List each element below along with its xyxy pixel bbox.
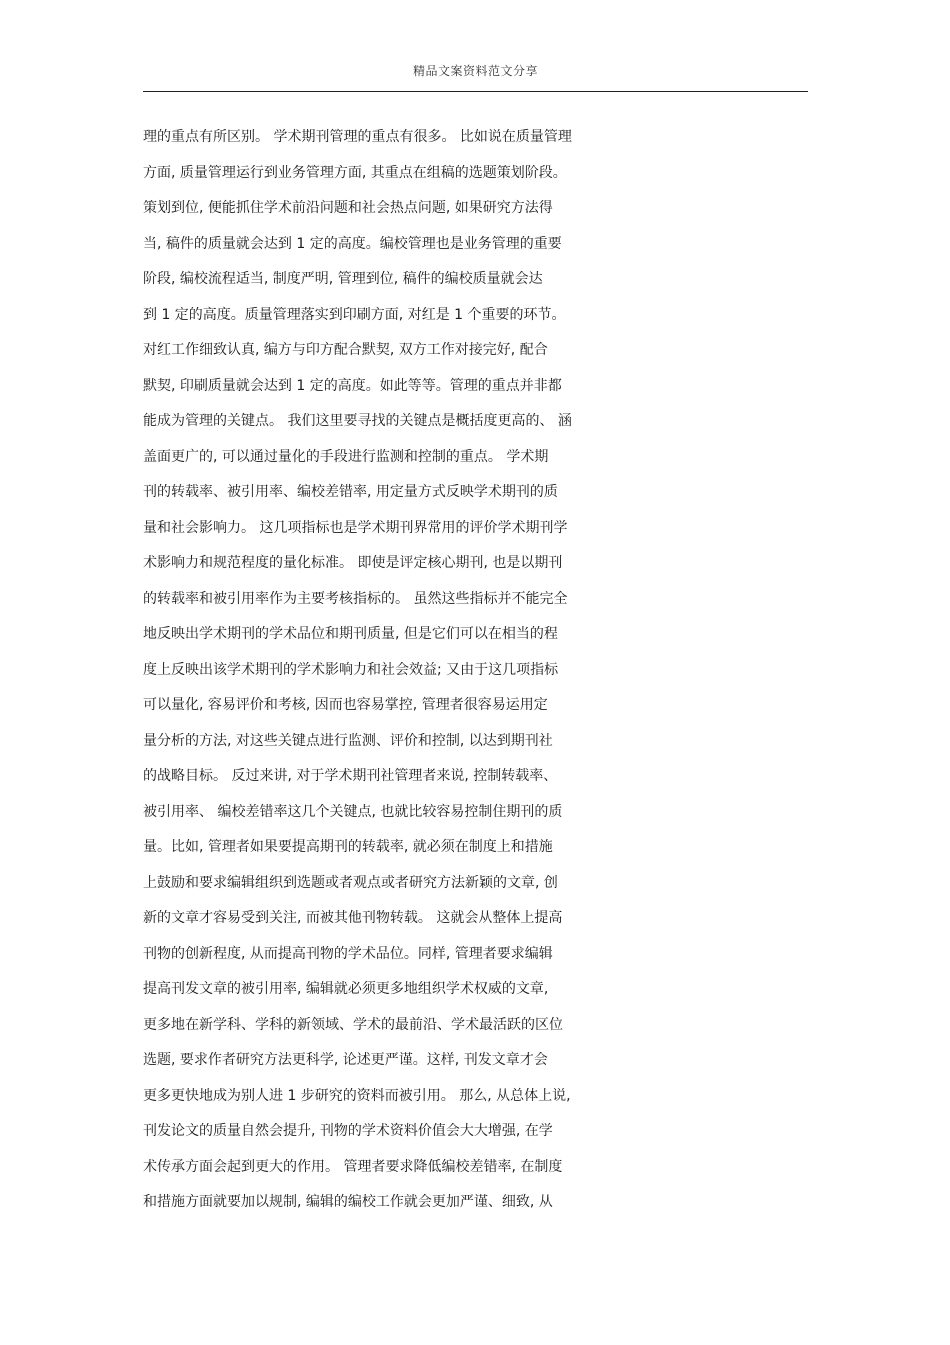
body-text [143,120,813,1221]
text-line: 方面, 质量管理运行到业务管理方面, 其重点在组稿的选题策划阶段。 [143,164,567,181]
text-line: 理的重点有所区别。 学术期刊管理的重点有很多。 比如说在质量管理 [143,129,572,145]
text-line: 对红工作细致认真, 编方与印方配合默契, 双方工作对接完好, 配合 [143,342,548,358]
text-line: 默契, 印刷质量就会达到 1 定的高度。如此等等。管理的重点并非都 [143,377,562,394]
text-line: 选题, 要求作者研究方法更科学, 论述更严谨。这样, 刊发文章才会 [143,1052,548,1068]
text-line: 刊的转载率、被引用率、编校差错率, 用定量方式反映学术期刊的质 [143,484,558,500]
text-line: 上鼓励和要求编辑组织到选题或者观点或者研究方法新颖的文章, 创 [143,874,558,891]
text-line: 阶段, 编校流程适当, 制度严明, 管理到位, 稿件的编校质量就会达 [143,271,543,287]
text-line: 量和社会影响力。 这几项指标也是学术期刊界常用的评价学术期刊学 [143,519,568,536]
text-line: 到 1 定的高度。质量管理落实到印刷方面, 对红是 1 个重要的环节。 [143,306,566,323]
page-header: 精品文案资料范文分享 [412,64,538,78]
text-line: 当, 稿件的质量就会达到 1 定的高度。编校管理也是业务管理的重要 [143,235,562,252]
text-line: 术传承方面会起到更大的作用。 管理者要求降低编校差错率, 在制度 [143,1158,563,1175]
text-line: 盖面更广的, 可以通过量化的手段进行监测和控制的重点。 学术期 [143,448,549,465]
text-line: 刊物的创新程度, 从而提高刊物的学术品位。同样, 管理者要求编辑 [143,945,553,962]
text-line: 新的文章才容易受到关注, 而被其他刊物转载。 这就会从整体上提高 [143,910,563,926]
text-line: 量。比如, 管理者如果要提高期刊的转载率, 就必须在制度上和措施 [143,839,553,855]
text-line: 的战略目标。 反过来讲, 对于学术期刊社管理者来说, 控制转载率、 [143,768,558,784]
text-line: 提高刊发文章的被引用率, 编辑就必须更多地组织学术权威的文章, [143,981,549,997]
text-line: 量分析的方法, 对这些关键点进行监测、评价和控制, 以达到期刊社 [143,732,553,749]
header-divider [143,91,808,92]
text-line: 地反映出学术期刊的学术品位和期刊质量, 但是它们可以在相当的程 [143,626,558,642]
text-line: 的转载率和被引用率作为主要考核指标的。 虽然这些指标并不能完全 [143,590,568,607]
text-line: 度上反映出该学术期刊的学术影响力和社会效益; 又由于这几项指标 [143,661,559,678]
text-line: 策划到位, 便能抓住学术前沿问题和社会热点问题, 如果研究方法得 [143,200,553,216]
text-line: 能成为管理的关键点。 我们这里要寻找的关键点是概括度更高的、 涵 [143,413,572,429]
text-line: 被引用率、 编校差错率这几个关键点, 也就比较容易控制住期刊的质 [143,803,563,820]
text-line: 更多地在新学科、学科的新领域、学术的最前沿、学术最活跃的区位 [143,1016,563,1033]
text-line: 刊发论文的质量自然会提升, 刊物的学术资料价值会大大增强, 在学 [143,1123,553,1139]
text-line: 可以量化, 容易评价和考核, 因而也容易掌控, 管理者很容易运用定 [143,697,548,713]
text-line: 更多更快地成为别人进 1 步研究的资料而被引用。 那么, 从总体上说, [143,1087,571,1104]
text-line: 术影响力和规范程度的量化标准。 即使是评定核心期刊, 也是以期刊 [143,555,563,571]
text-line: 和措施方面就要加以规制, 编辑的编校工作就会更加严谨、细致, 从 [143,1194,553,1210]
